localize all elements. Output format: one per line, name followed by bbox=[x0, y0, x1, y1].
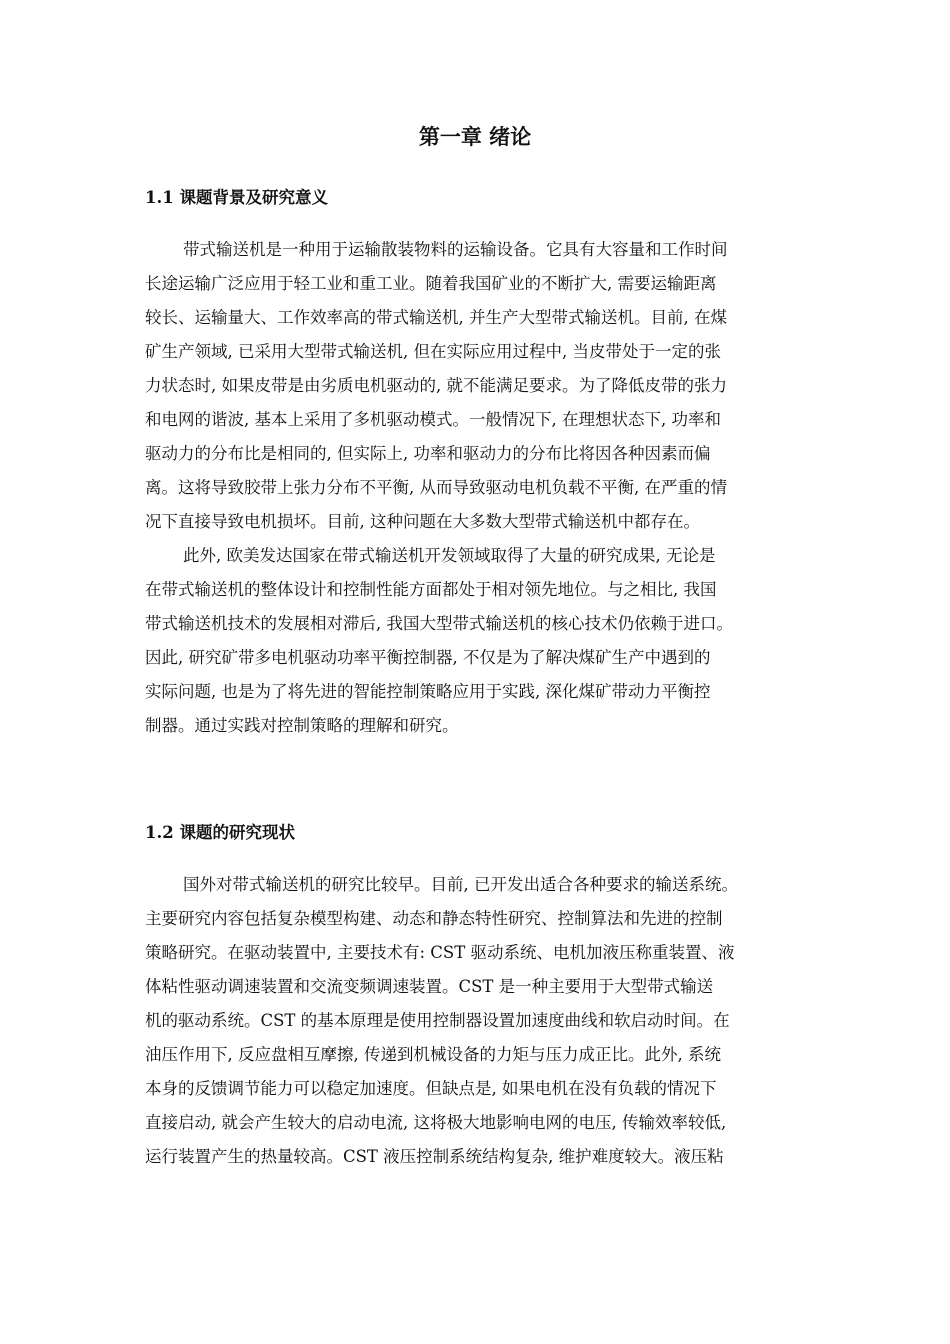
paragraph-line: 机的驱动系统。CST 的基本原理是使用控制器设置加速度曲线和软启动时间。在 bbox=[145, 1011, 730, 1030]
paragraph-line: 运行装置产生的热量较高。CST 液压控制系统结构复杂, 维护难度较大。液压粘 bbox=[145, 1147, 724, 1166]
paragraph-line: 较长、运输量大、工作效率高的带式输送机, 并生产大型带式输送机。目前, 在煤 bbox=[145, 308, 727, 327]
paragraph-line: 和电网的谐波, 基本上采用了多机驱动模式。一般情况下, 在理想状态下, 功率和 bbox=[145, 410, 721, 429]
paragraph-line: 在带式输送机的整体设计和控制性能方面都处于相对领先地位。与之相比, 我国 bbox=[145, 580, 717, 599]
paragraph-line: 本身的反馈调节能力可以稳定加速度。但缺点是, 如果电机在没有负载的情况下 bbox=[145, 1079, 717, 1098]
chapter-title: 第一章 绪论 bbox=[418, 124, 532, 149]
paragraph-line: 带式输送机技术的发展相对滞后, 我国大型带式输送机的核心技术仍依赖于进口。 bbox=[145, 614, 733, 633]
paragraph-line: 国外对带式输送机的研究比较早。目前, 已开发出适合各种要求的输送系统。 bbox=[183, 875, 738, 894]
paragraph-line: 此外, 欧美发达国家在带式输送机开发领域取得了大量的研究成果, 无论是 bbox=[183, 546, 716, 565]
paragraph-line: 策略研究。在驱动装置中, 主要技术有: CST 驱动系统、电机加液压称重装置、液 bbox=[145, 943, 735, 962]
paragraph-line: 油压作用下, 反应盘相互摩擦, 传递到机械设备的力矩与压力成正比。此外, 系统 bbox=[145, 1045, 721, 1064]
paragraph-line: 带式输送机是一种用于运输散装物料的运输设备。它具有大容量和工作时间 bbox=[183, 240, 728, 259]
paragraph-line: 主要研究内容包括复杂模型构建、动态和静态特性研究、控制算法和先进的控制 bbox=[145, 909, 723, 928]
paragraph-line: 体粘性驱动调速装置和交流变频调速装置。CST 是一种主要用于大型带式输送 bbox=[145, 977, 714, 996]
paragraph-line: 矿生产领域, 已采用大型带式输送机, 但在实际应用过程中, 当皮带处于一定的张 bbox=[145, 342, 721, 361]
section-heading-1-2: 1.2 课题的研究现状 bbox=[145, 823, 295, 842]
paragraph-line: 力状态时, 如果皮带是由劣质电机驱动的, 就不能满足要求。为了降低皮带的张力 bbox=[145, 376, 727, 395]
paragraph-line: 制器。通过实践对控制策略的理解和研究。 bbox=[145, 716, 459, 735]
paragraph-line: 驱动力的分布比是相同的, 但实际上, 功率和驱动力的分布比将因各种因素而偏 bbox=[145, 444, 711, 463]
paragraph-line: 实际问题, 也是为了将先进的智能控制策略应用于实践, 深化煤矿带动力平衡控 bbox=[145, 682, 711, 701]
section-heading-1-1: 1.1 课题背景及研究意义 bbox=[145, 188, 328, 207]
paragraph-line: 长途运输广泛应用于轻工业和重工业。随着我国矿业的不断扩大, 需要运输距离 bbox=[145, 274, 717, 293]
paragraph-line: 况下直接导致电机损坏。目前, 这种问题在大多数大型带式输送机中都存在。 bbox=[145, 512, 700, 531]
paragraph-line: 直接启动, 就会产生较大的启动电流, 这将极大地影响电网的电压, 传输效率较低, bbox=[145, 1113, 727, 1132]
paragraph-line: 离。这将导致胶带上张力分布不平衡, 从而导致驱动电机负载不平衡, 在严重的情 bbox=[145, 478, 727, 497]
paragraph-line: 因此, 研究矿带多电机驱动功率平衡控制器, 不仅是为了解决煤矿生产中遇到的 bbox=[145, 648, 711, 667]
